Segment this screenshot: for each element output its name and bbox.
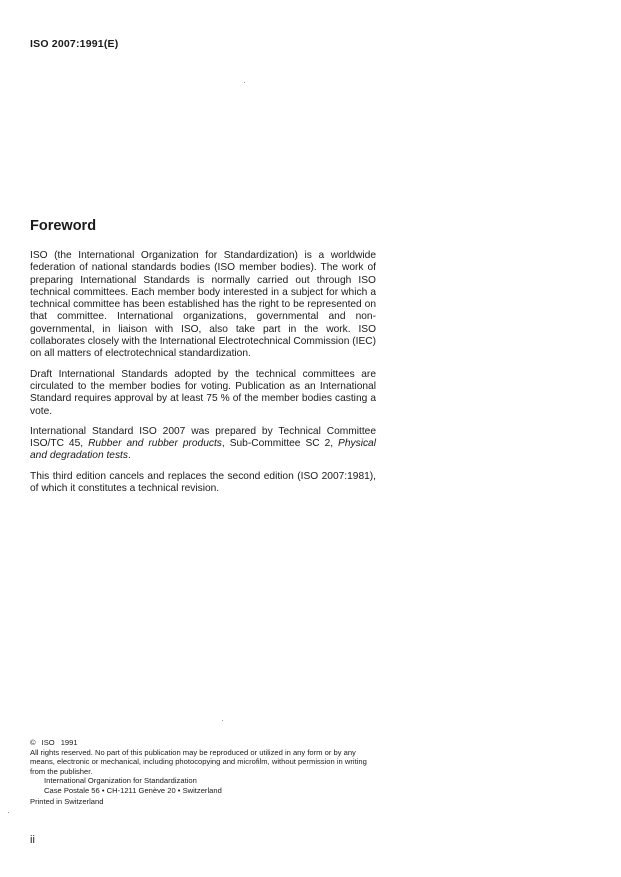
subcommittee-title: Physical and degradation tests [30, 438, 376, 462]
copyright-block [30, 738, 376, 807]
document-header: ISO 2007:1991(E) [30, 38, 119, 50]
foreword-body [30, 250, 376, 503]
publisher-address: Case Postale 56 • CH-1211 Genève 20 • Switzerland [44, 785, 222, 795]
foreword-paragraph: International Standard ISO 2007 was prepared by Technical Committee ISO/TC 45, Rubber and rubber products, Sub-Committee SC 2, Physical and degradation tests. [30, 425, 376, 462]
foreword-paragraph: ISO (the International Organization for Standardization) is a worldwide federation of national standards bodies (ISO member bodies). The work of preparing International Standards is normally carried out through ISO technical committees. Each member body interested in a subject for which a technical committee has been established has the right to be represented on that committee. International organizations, governmental and non-governmental, in liaison with ISO, also take part in the work. ISO collaborates closely with the International Electrotechnical Commission (IEC) on all matters of electrotechnical standardization. [30, 250, 376, 360]
scan-speck [244, 82, 245, 83]
foreword-paragraph: This third edition cancels and replaces the second edition (ISO 2007:1981), of which it constitutes a technical revision. [30, 470, 376, 495]
copyright-icon: © [30, 738, 36, 747]
printed-in: Printed in Switzerland [30, 797, 104, 806]
foreword-paragraph: Draft International Standards adopted by the technical committees are circulated to the member bodies for voting. Publication as an International Standard requires approval by at least 75 % of the member bodies casting a vote. [30, 368, 376, 417]
publisher-name: International Organization for Standardization [44, 776, 197, 785]
rights-statement: All rights reserved. No part of this publication may be reproduced or utilized in any form or by any means, electronic or mechanical, including photocopying and microfilm, without permission in writing from the publisher. [30, 747, 367, 776]
page-number: ii [30, 834, 35, 846]
copyright-line: © ISO 1991 [30, 738, 78, 747]
scan-speck [222, 720, 223, 721]
foreword-title: Foreword [30, 218, 97, 234]
scan-speck [8, 812, 9, 813]
committee-title: Rubber and rubber products [88, 438, 222, 450]
